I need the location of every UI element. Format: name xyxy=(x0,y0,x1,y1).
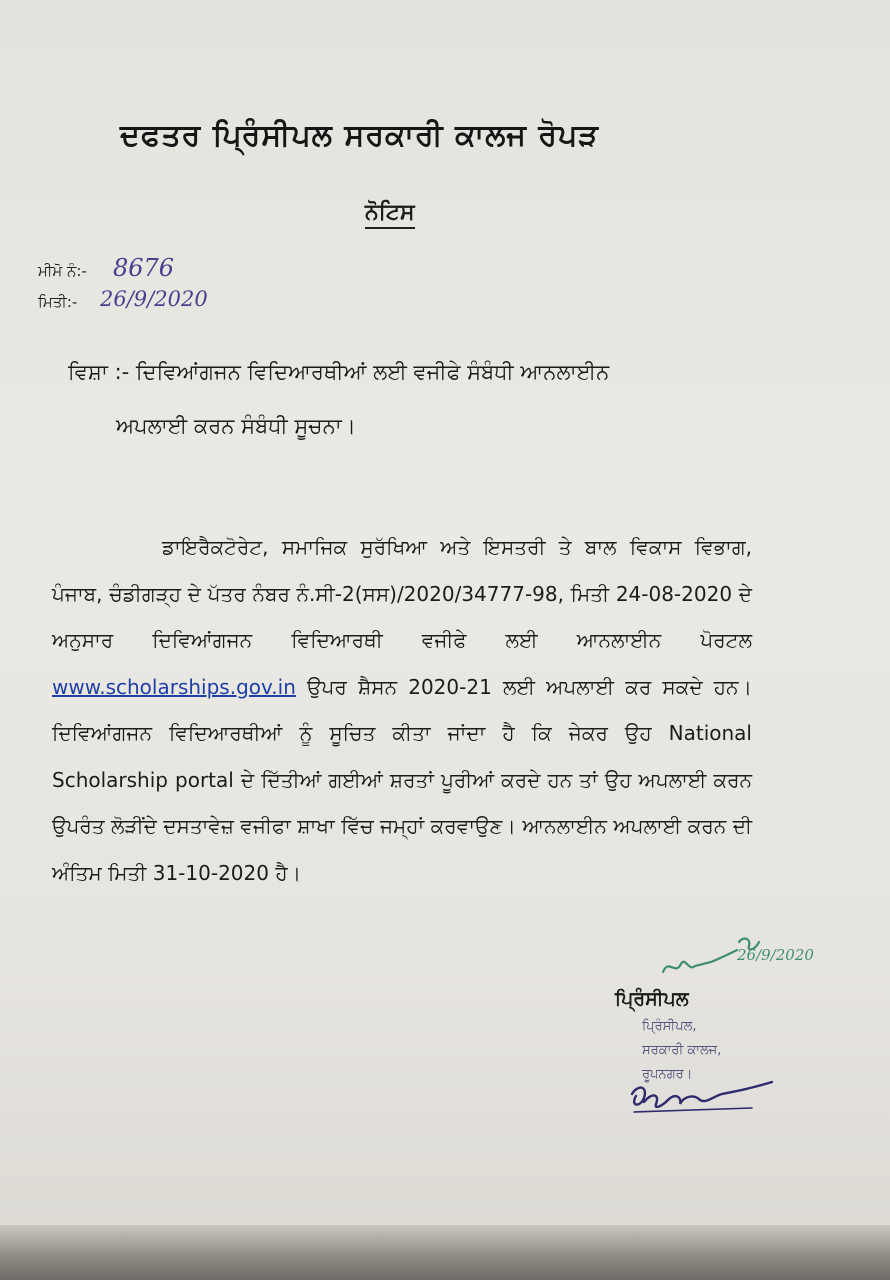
notice-heading: ਨੋਟਿਸ xyxy=(365,200,415,229)
principal-signature xyxy=(622,1072,787,1122)
subject-line-1: ਵਿਸ਼ਾ :- ਦਿਵਿਆਂਗਜਨ ਵਿਦਿਆਰਥੀਆਂ ਲਈ ਵਜੀਫੇ ਸੰਬੰਧੀ ਆਨਲਾਈਨ xyxy=(68,360,610,384)
subject-block xyxy=(68,345,768,453)
date-handwritten: 26/9/2020 xyxy=(100,287,208,311)
notice-body xyxy=(52,524,752,896)
initials-date: 26/9/2020 xyxy=(737,946,814,964)
stamp-line-1: ਪ੍ਰਿੰਸੀਪਲ, xyxy=(642,1019,697,1034)
body-text-part-2: ਉਪਰ ਸ਼ੈਸਨ 2020-21 ਲਈ ਅਪਲਾਈ ਕਰ ਸਕਦੇ ਹਨ। ਦਿਵਿਆਂਗਜਨ ਵਿਦਿਆਰਥੀਆਂ ਨੂੰ ਸੂਚਿਤ ਕੀਤਾ ਜਾਂਦਾ ਹੈ ਕਿ ਜੇਕਰ ਉਹ National Scholarship portal ਦੇ ਦਿੱਤੀਆਂ ਗਈਆਂ ਸ਼ਰਤਾਂ ਪੂਰੀਆਂ ਕਰਦੇ ਹਨ ਤਾਂ ਉਹ ਅਪਲਾਈ ਕਰਨ ਉਪਰੰਤ ਲੋੜੀਂਦੇ ਦਸਤਾਵੇਜ਼ ਵਜੀਫਾ ਸ਼ਾਖਾ ਵਿੱਚ ਜਮ੍ਹਾਂ ਕਰਵਾਉਣ। ਆਨਲਾਈਨ ਅਪਲਾਈ ਕਰਨ ਦੀ ਅੰਤਿਮ ਮਿਤੀ 31-10-2020 ਹੈ। xyxy=(52,674,753,885)
memo-number-handwritten: 8676 xyxy=(113,254,175,282)
signature-scribble xyxy=(622,1072,787,1122)
stamp-line-3: ਰੂਪਨਗਰ। xyxy=(642,1067,693,1082)
office-title: ਦਫਤਰ ਪ੍ਰਿੰਸੀਪਲ ਸਰਕਾਰੀ ਕਾਲਜ ਰੋਪੜ xyxy=(120,118,599,153)
principal-title: ਪ੍ਰਿੰਸੀਪਲ xyxy=(615,988,689,1010)
handwritten-initials xyxy=(655,928,830,988)
stamp-line-2: ਸਰਕਾਰੀ ਕਾਲਜ, xyxy=(642,1043,722,1058)
date-label: ਮਿਤੀ:- xyxy=(38,293,78,311)
memo-label: ਮੀਮੋ ਨੰ:- xyxy=(38,262,87,280)
photo-bottom-shadow xyxy=(0,1225,890,1280)
subject-line-2: ਅਪਲਾਈ ਕਰਨ ਸੰਬੰਧੀ ਸੂਚਨਾ। xyxy=(116,414,356,438)
scholarship-portal-link[interactable]: www.scholarships.gov.in xyxy=(52,674,296,699)
body-text-part-1: ਡਾਇਰੈਕਟੋਰੇਟ, ਸਮਾਜਿਕ ਸੁਰੱਖਿਆ ਅਤੇ ਇਸਤਰੀ ਤੇ ਬਾਲ ਵਿਕਾਸ ਵਿਭਾਗ, ਪੰਜਾਬ, ਚੰਡੀਗੜ੍ਹ ਦੇ ਪੱਤਰ ਨੰਬਰ ਨੰ.ਸੀ-2(ਸਸ)/2020/34777-98, ਮਿਤੀ 24-08-2020 ਦੇ ਅਨੁਸਾਰ ਦਿਵਿਆਂਗਜਨ ਵਿਦਿਆਰਥੀ ਵਜੀਫੇ ਲਈ ਆਨਲਾਈਨ ਪੋਰਟਲ xyxy=(52,535,752,652)
